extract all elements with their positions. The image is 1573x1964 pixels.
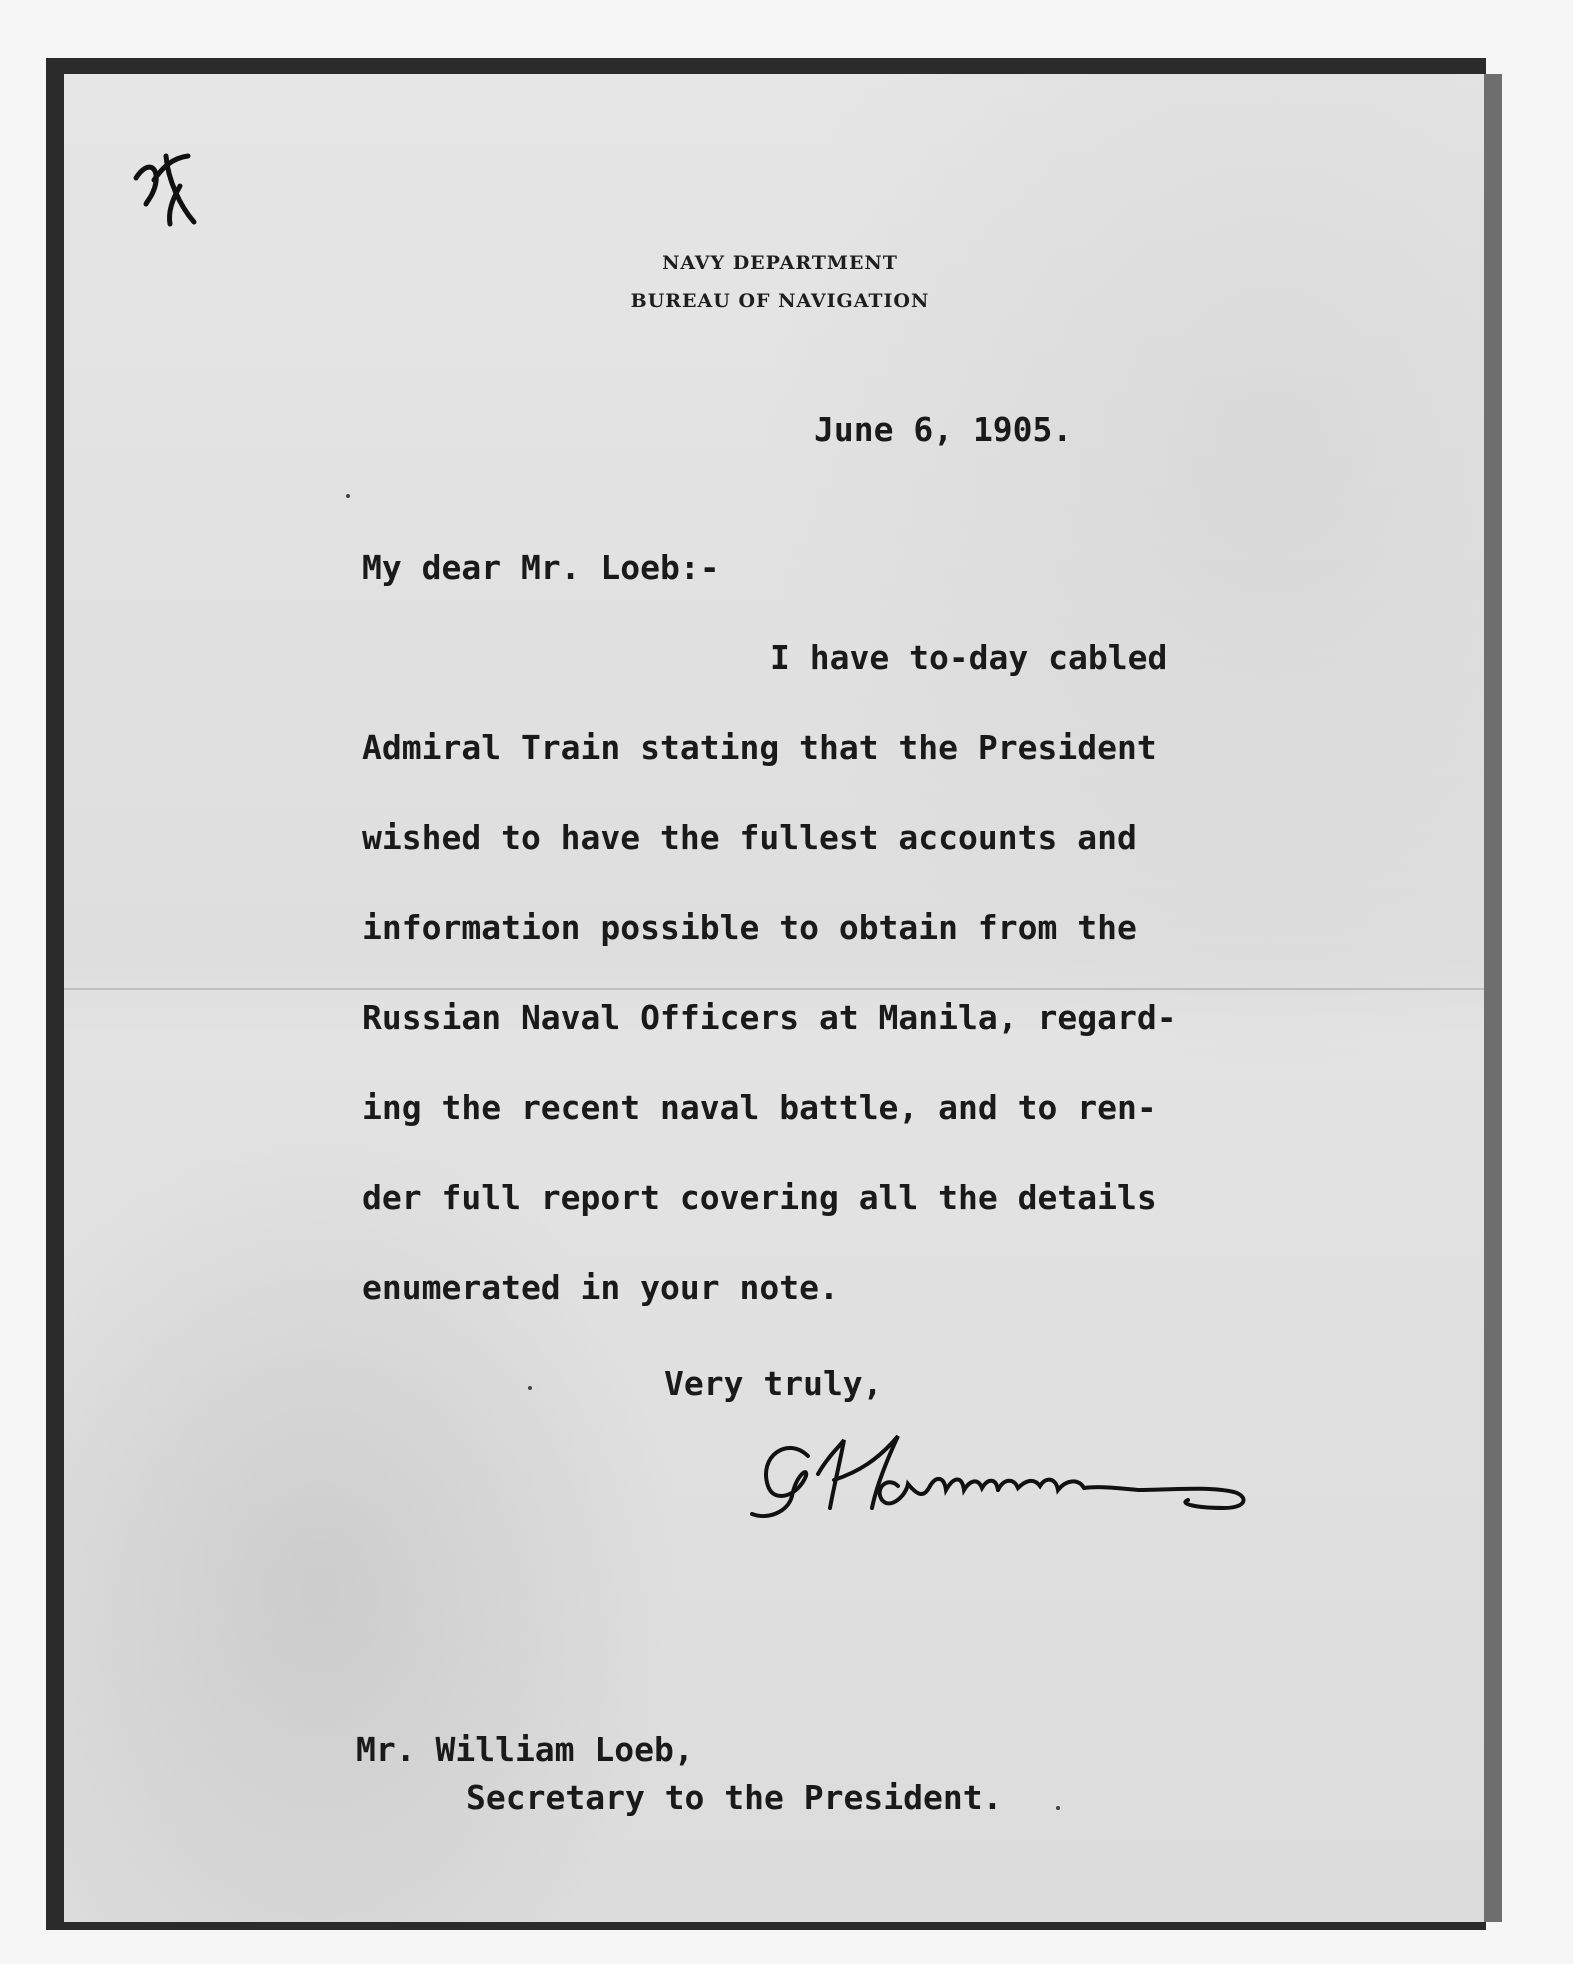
closing: Very truly, [664, 1364, 883, 1403]
handwritten-signature [748, 1416, 1308, 1526]
letterhead-department: NAVY DEPARTMENT [662, 252, 898, 274]
page-edge [1484, 74, 1502, 1922]
body-line: Russian Naval Officers at Manila, regard- [362, 998, 1177, 1037]
salutation: My dear Mr. Loeb:- [362, 548, 720, 587]
body-line: enumerated in your note. [362, 1268, 839, 1307]
body-line: ing the recent naval battle, and to ren- [362, 1088, 1157, 1127]
body-line: der full report covering all the details [362, 1178, 1157, 1217]
handwritten-margin-mark [128, 150, 208, 240]
paper-speck [346, 494, 350, 498]
letter-date: June 6, 1905. [814, 410, 1073, 449]
fold-line [64, 988, 1484, 990]
letterhead-bureau: BUREAU OF NAVIGATION [630, 290, 930, 312]
addressee-name: Mr. William Loeb, [356, 1730, 694, 1769]
addressee-title: Secretary to the President. [466, 1778, 1003, 1817]
body-line: I have to-day cabled [770, 638, 1168, 677]
paper-speck [1056, 1806, 1060, 1810]
body-line: Admiral Train stating that the President [362, 728, 1157, 767]
body-line: information possible to obtain from the [362, 908, 1137, 947]
paper-speck [528, 1386, 532, 1390]
body-line: wished to have the fullest accounts and [362, 818, 1137, 857]
